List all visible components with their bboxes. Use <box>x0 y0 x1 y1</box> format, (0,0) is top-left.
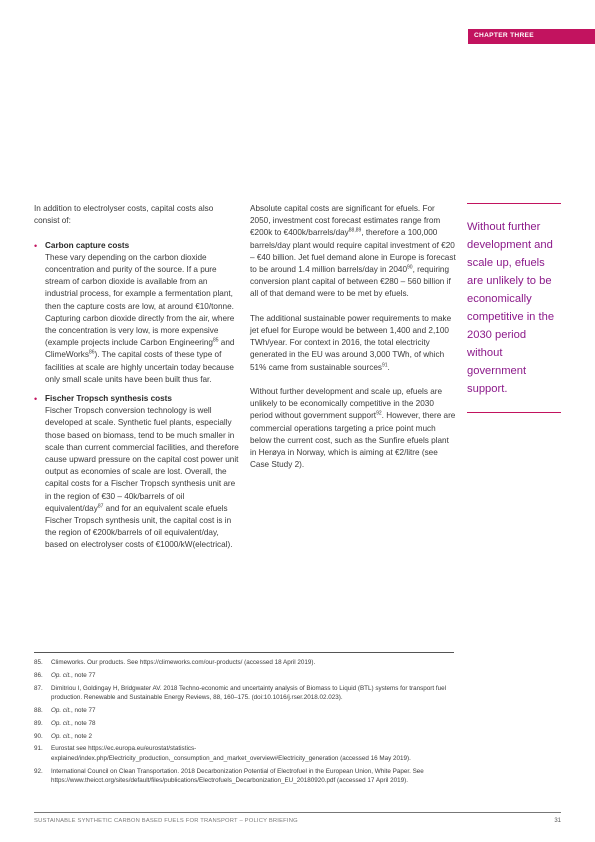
footnote-item <box>34 767 454 786</box>
footnotes <box>34 658 454 789</box>
bullet-text: These vary depending on the carbon dioxide concentration and purity of the source. If a pure stream of carbon dioxide is available from an industrial process, for example a fermentation plant, then the capture costs are low, at around €10/tonne. Capturing carbon dioxide directly from the air, where the concentration is very low, is more expensive (example projects include Carbon Engineering$^{85}$ and ClimeWorks$^{86}$). The capital costs of these type of facilities at scale are highly uncertain today because only small scale units have been built thus far. <box>45 252 235 384</box>
footnote-item <box>34 732 454 742</box>
footnote-item <box>34 719 454 729</box>
footnote-ref[interactable]: 87 <box>97 503 104 510</box>
footnote-item <box>34 744 454 763</box>
footnote-italic: Op. cit. <box>51 719 71 727</box>
footnotes-divider <box>34 652 454 653</box>
footnote-italic: Op. cit. <box>51 706 71 714</box>
footnote-ref[interactable]: 92 <box>376 410 382 417</box>
bullet-icon: • <box>34 240 38 251</box>
bullet-title: Fischer Tropsch synthesis costs <box>45 394 172 404</box>
footnote-number: 92. <box>34 767 43 775</box>
footnote-italic: Op. cit. <box>51 732 71 740</box>
footnote-number: 90. <box>34 732 43 740</box>
footnote-item <box>34 658 454 668</box>
footnote-text: Dimitriou I, Goldingay H, Bridgwater AV. 2018 Techno-economic and uncertainty analysis of Biomass to Liquid (BTL) systems for transport fuel production. Renewable and Sustainable Energy Reviews, 88, 160–175. (doi:10.1016/j.rser.2018.02.023). <box>51 684 447 702</box>
footnote-item <box>34 706 454 716</box>
footnote-italic: Op. cit. <box>51 671 71 679</box>
footnote-ref[interactable]: 86 <box>88 349 95 356</box>
footnote-item <box>34 684 454 703</box>
footer-title: SUSTAINABLE SYNTHETIC CARBON BASED FUELS FOR TRANSPORT – POLICY BRIEFING <box>34 818 298 824</box>
page-number: 31 <box>554 818 561 824</box>
chapter-tab <box>468 29 595 44</box>
pull-quote-text: Without further development and scale up, efuels are unlikely to be economically competitive in the 2030 period without government support. <box>467 221 555 395</box>
bullet-fischer-tropsch <box>34 393 239 552</box>
footnote-number: 85. <box>34 659 43 666</box>
intro-paragraph: In addition to electrolyser costs, capital costs also consist of: <box>34 204 214 226</box>
pull-quote-rule-top <box>467 203 561 204</box>
footnote-ref[interactable]: 85 <box>212 337 219 344</box>
footnote-text: Op. cit., note 77 <box>51 706 96 714</box>
text-column-left <box>34 203 239 559</box>
text-column-middle <box>250 203 456 484</box>
footnote-text: Op. cit., note 78 <box>51 719 96 727</box>
pull-quote-rule-bottom <box>467 412 561 413</box>
bullet-text: Fischer Tropsch conversion technology is well developed at scale. Synthetic fuel plants, especially those based on biomass, tend to be much smaller in scale than current commercial facilities, and therefore cause upward pressure on the capital cost power unit output as economies of scale are lost. Overall, the capital costs for a Fischer Tropsch synthesis unit are in the region of €30 – 40k/barrels of oil equivalent/day$^{87}$ and for an equivalent scale efuels Fischer Tropsch synthesis unit, the capital cost is in the region of €200k/barrels of oil equivalent/day, based on electrolyser costs of €1000/kW(electrical). <box>45 406 239 550</box>
footnote-text: Op. cit., note 2 <box>51 732 92 740</box>
footer-divider <box>34 812 561 813</box>
footnote-number: 86. <box>34 671 43 679</box>
footnote-text: Op. cit., note 77 <box>51 671 96 679</box>
footnote-ref[interactable]: 90 <box>407 264 413 271</box>
pull-quote <box>467 203 561 413</box>
footnote-ref[interactable]: 91 <box>381 361 388 368</box>
chapter-label: CHAPTER THREE <box>474 32 534 39</box>
footnote-number: 91. <box>34 745 43 753</box>
footnote-number: 87. <box>34 684 43 692</box>
footnote-item <box>34 671 454 681</box>
footnote-text: Climeworks. Our products. See https://climeworks.com/our-products/ (accessed 18 April 2019). <box>51 659 316 666</box>
footnote-text: Eurostat see https://ec.europa.eu/eurostat/statistics-explained/index.php/Electricity_production,_consumption_and_market_overview#Electricity_generation (accessed 16 May 2019). <box>51 745 411 762</box>
footnote-number: 88. <box>34 706 43 714</box>
paragraph-competitiveness: Without further development and scale up, efuels are unlikely to be economically competitive in the 2030 period without government support$^{92}$. However, there are commercial operations targeting a price point much below the current cost, such as the Sunfire efuels plant in Herøya in Norway, which is aiming at €2/litre (see Case Study 2). <box>250 387 456 470</box>
footnote-ref[interactable]: 88,89 <box>348 227 362 234</box>
footnote-number: 89. <box>34 719 43 727</box>
bullet-carbon-capture <box>34 240 239 386</box>
bullet-title: Carbon capture costs <box>45 240 130 250</box>
footnote-text: International Council on Clean Transportation. 2018 Decarbonization Potential of Electrofuel in the European Union, White Paper. See https://www.theicct.org/sites/default/files/publications/Electrofuels_Decarbonization_EU_20180920.pdf (accessed 17 April 2019). <box>51 767 424 785</box>
paragraph-capital-costs: Absolute capital costs are significant for efuels. For 2050, investment cost forecast estimates range from €200k to €400k/barrels/day$^{88,89}$, therefore a 100,000 barrels/day plant would require capital investment of €20 – €40 billion. Jet fuel demand alone in Europe is forecast to be around 1.4 million barrels/day in 2040$^{90}$, requiring conversion plant capital of between €280 – 560 billion if all of that demand were to be met by efuels. <box>250 204 456 299</box>
paragraph-power-requirements: The additional sustainable power requirements to make jet efuel for Europe would be between 1,400 and 2,100 TWh/year. For context in 2016, the total electricity generated in the EU was around 3,000 TWh, of which 51% came from sustainable sources$^{91}$. <box>250 313 452 372</box>
bullet-icon: • <box>34 394 38 405</box>
